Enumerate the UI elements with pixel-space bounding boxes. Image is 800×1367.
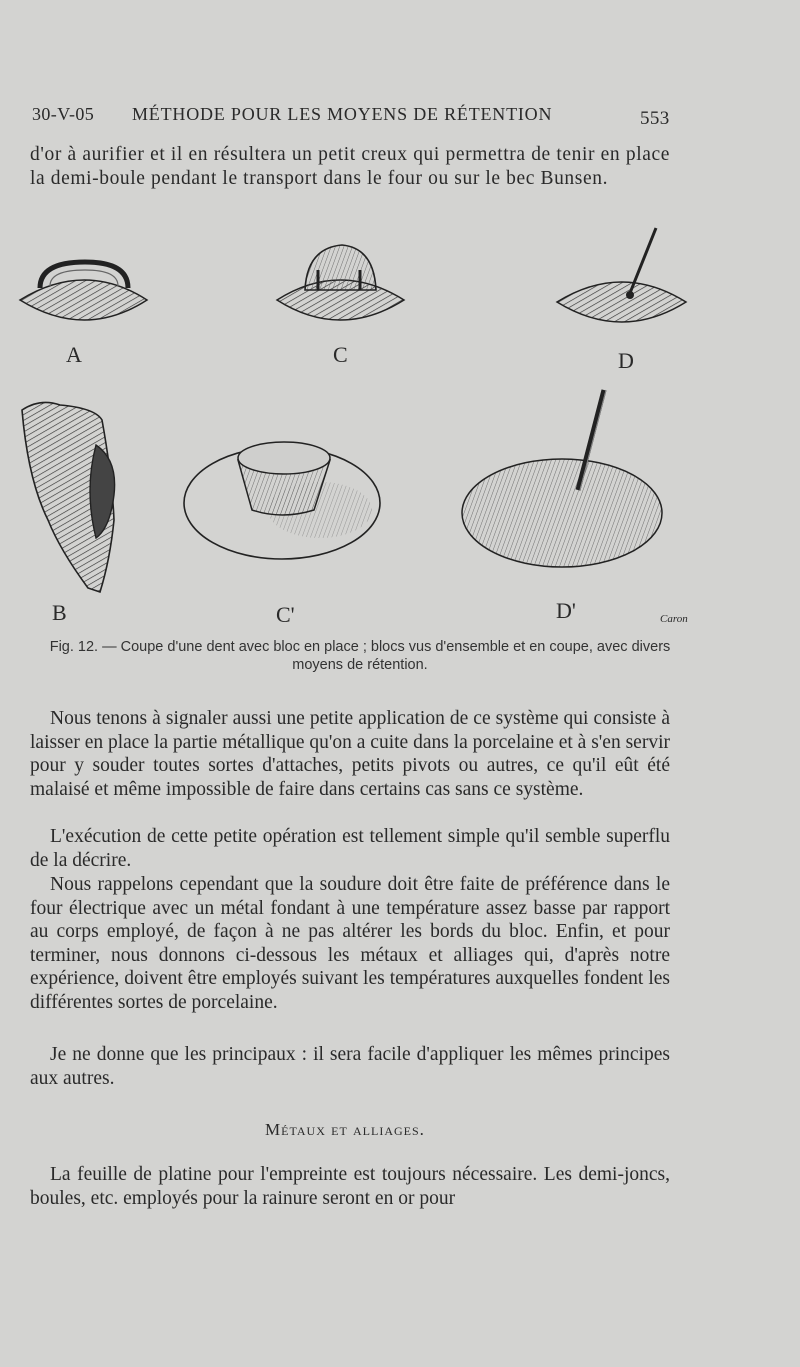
header-date: 30-V-05 <box>32 104 95 124</box>
page-number: 553 <box>640 108 670 129</box>
paragraph-4: Je ne donne que les principaux : il sera facile d'appliquer les mêmes principes aux autres. <box>30 1044 670 1089</box>
engraver-signature: Caron <box>660 613 688 625</box>
figure-label-b: B <box>52 600 67 625</box>
running-header <box>32 100 682 132</box>
section-title: Métaux et alliages. <box>265 1120 425 1139</box>
figure-caption: Fig. 12. — Coupe d'une dent avec bloc en place ; blocs vus d'ensemble et en coupe, avec divers moyens de rétention. <box>49 639 671 673</box>
drawing-d <box>557 228 686 322</box>
drawing-c <box>277 245 404 320</box>
drawing-d-prime <box>462 390 662 567</box>
figure-label-c-prime: C' <box>276 602 295 627</box>
figure-label-d-prime: D' <box>556 598 576 623</box>
paragraph-5: La feuille de platine pour l'empreinte est toujours nécessaire. Les demi-joncs, boules, etc. employés pour la rainure seront en or pour <box>30 1164 670 1209</box>
figure-illustration <box>0 220 800 640</box>
paragraph-3: Nous rappelons cependant que la soudure doit être faite de préférence dans le four électrique avec un métal fondant à une température assez basse par rapport au corps employé, de façon à ne pas altérer les bords du bloc. Enfin, et pour terminer, nous donnons ci-dessous les métaux et alliages qui, d'après notre expérience, doivent être employés suivant les températures auxquelles fondent les différentes sortes de porcelaine. <box>30 874 670 1013</box>
figure-label-a: A <box>66 342 82 367</box>
paragraph-1: Nous tenons à signaler aussi une petite application de ce système qui consiste à laisser en place la partie métallique qu'on a cuite dans la porcelaine et à s'en servir pour y souder toutes sortes d'attaches, petits pivots ou autres, ce qu'il eût été malaisé et même impossible de faire dans certains cas sans ce système. <box>30 708 670 800</box>
figure-12 <box>0 220 800 640</box>
intro-paragraph: d'or à aurifier et il en résultera un petit creux qui permettra de tenir en place la demi-boule pendant le transport dans le four ou sur le bec Bunsen. <box>30 144 670 189</box>
paragraph-2: L'exécution de cette petite opération est tellement simple qu'il semble superflu de la décrire. <box>30 826 670 871</box>
figure-label-d: D <box>618 348 634 373</box>
drawing-b-tooth-section <box>22 402 115 592</box>
drawing-a <box>20 262 147 320</box>
drawing-c-prime <box>184 442 380 559</box>
figure-label-c: C <box>333 342 348 367</box>
header-title: MÉTHODE POUR LES MOYENS DE RÉTENTION <box>132 104 553 124</box>
